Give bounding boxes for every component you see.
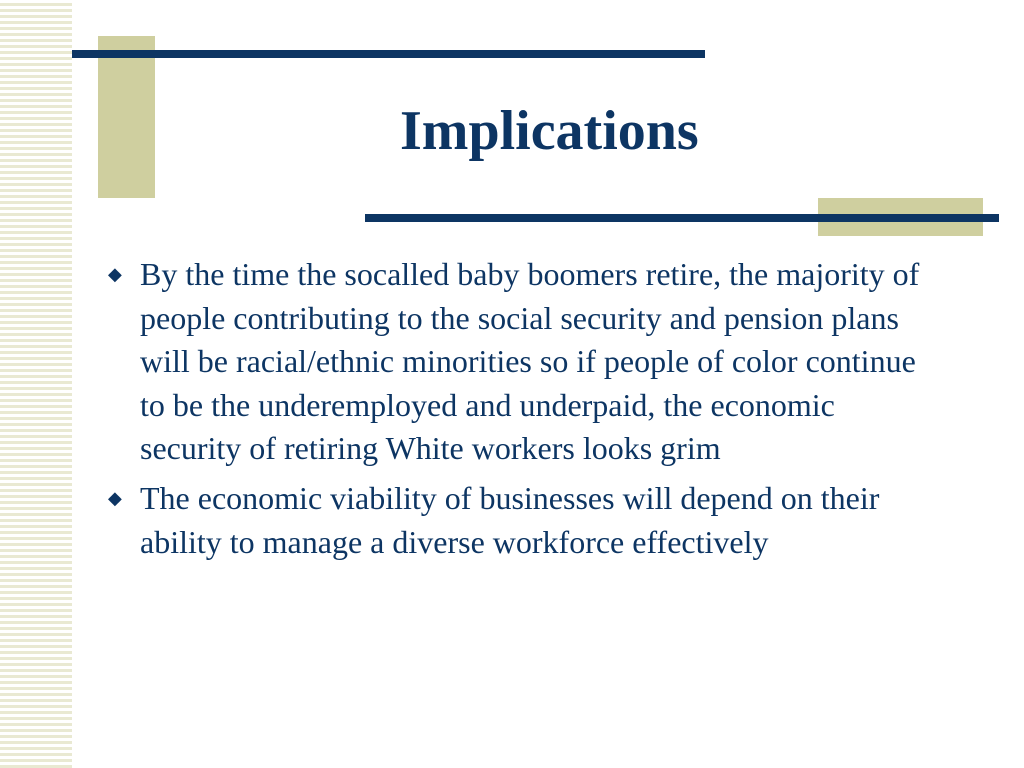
bullet-text: The economic viability of businesses will depend on their ability to manage a diverse workforce effectively: [140, 479, 880, 560]
decorative-accent-block-left: [98, 36, 155, 198]
decorative-rule-top: [72, 50, 705, 58]
bullet-text: By the time the socalled baby boomers retire, the majority of people contributing to the social security and pension plans will be racial/ethnic minorities so if people of color continue to be the underemployed and underpaid, the economic security of retiring White workers looks grim: [140, 256, 920, 467]
diamond-bullet-icon: ◆: [108, 264, 122, 284]
decorative-stripe-band: [0, 0, 72, 768]
bullet-item: [100, 477, 940, 564]
bullet-list: [100, 253, 940, 570]
bullet-item: [100, 253, 940, 471]
diamond-bullet-icon: ◆: [108, 487, 122, 508]
decorative-rule-bottom: [365, 214, 999, 222]
slide-title: Implications: [400, 100, 699, 162]
